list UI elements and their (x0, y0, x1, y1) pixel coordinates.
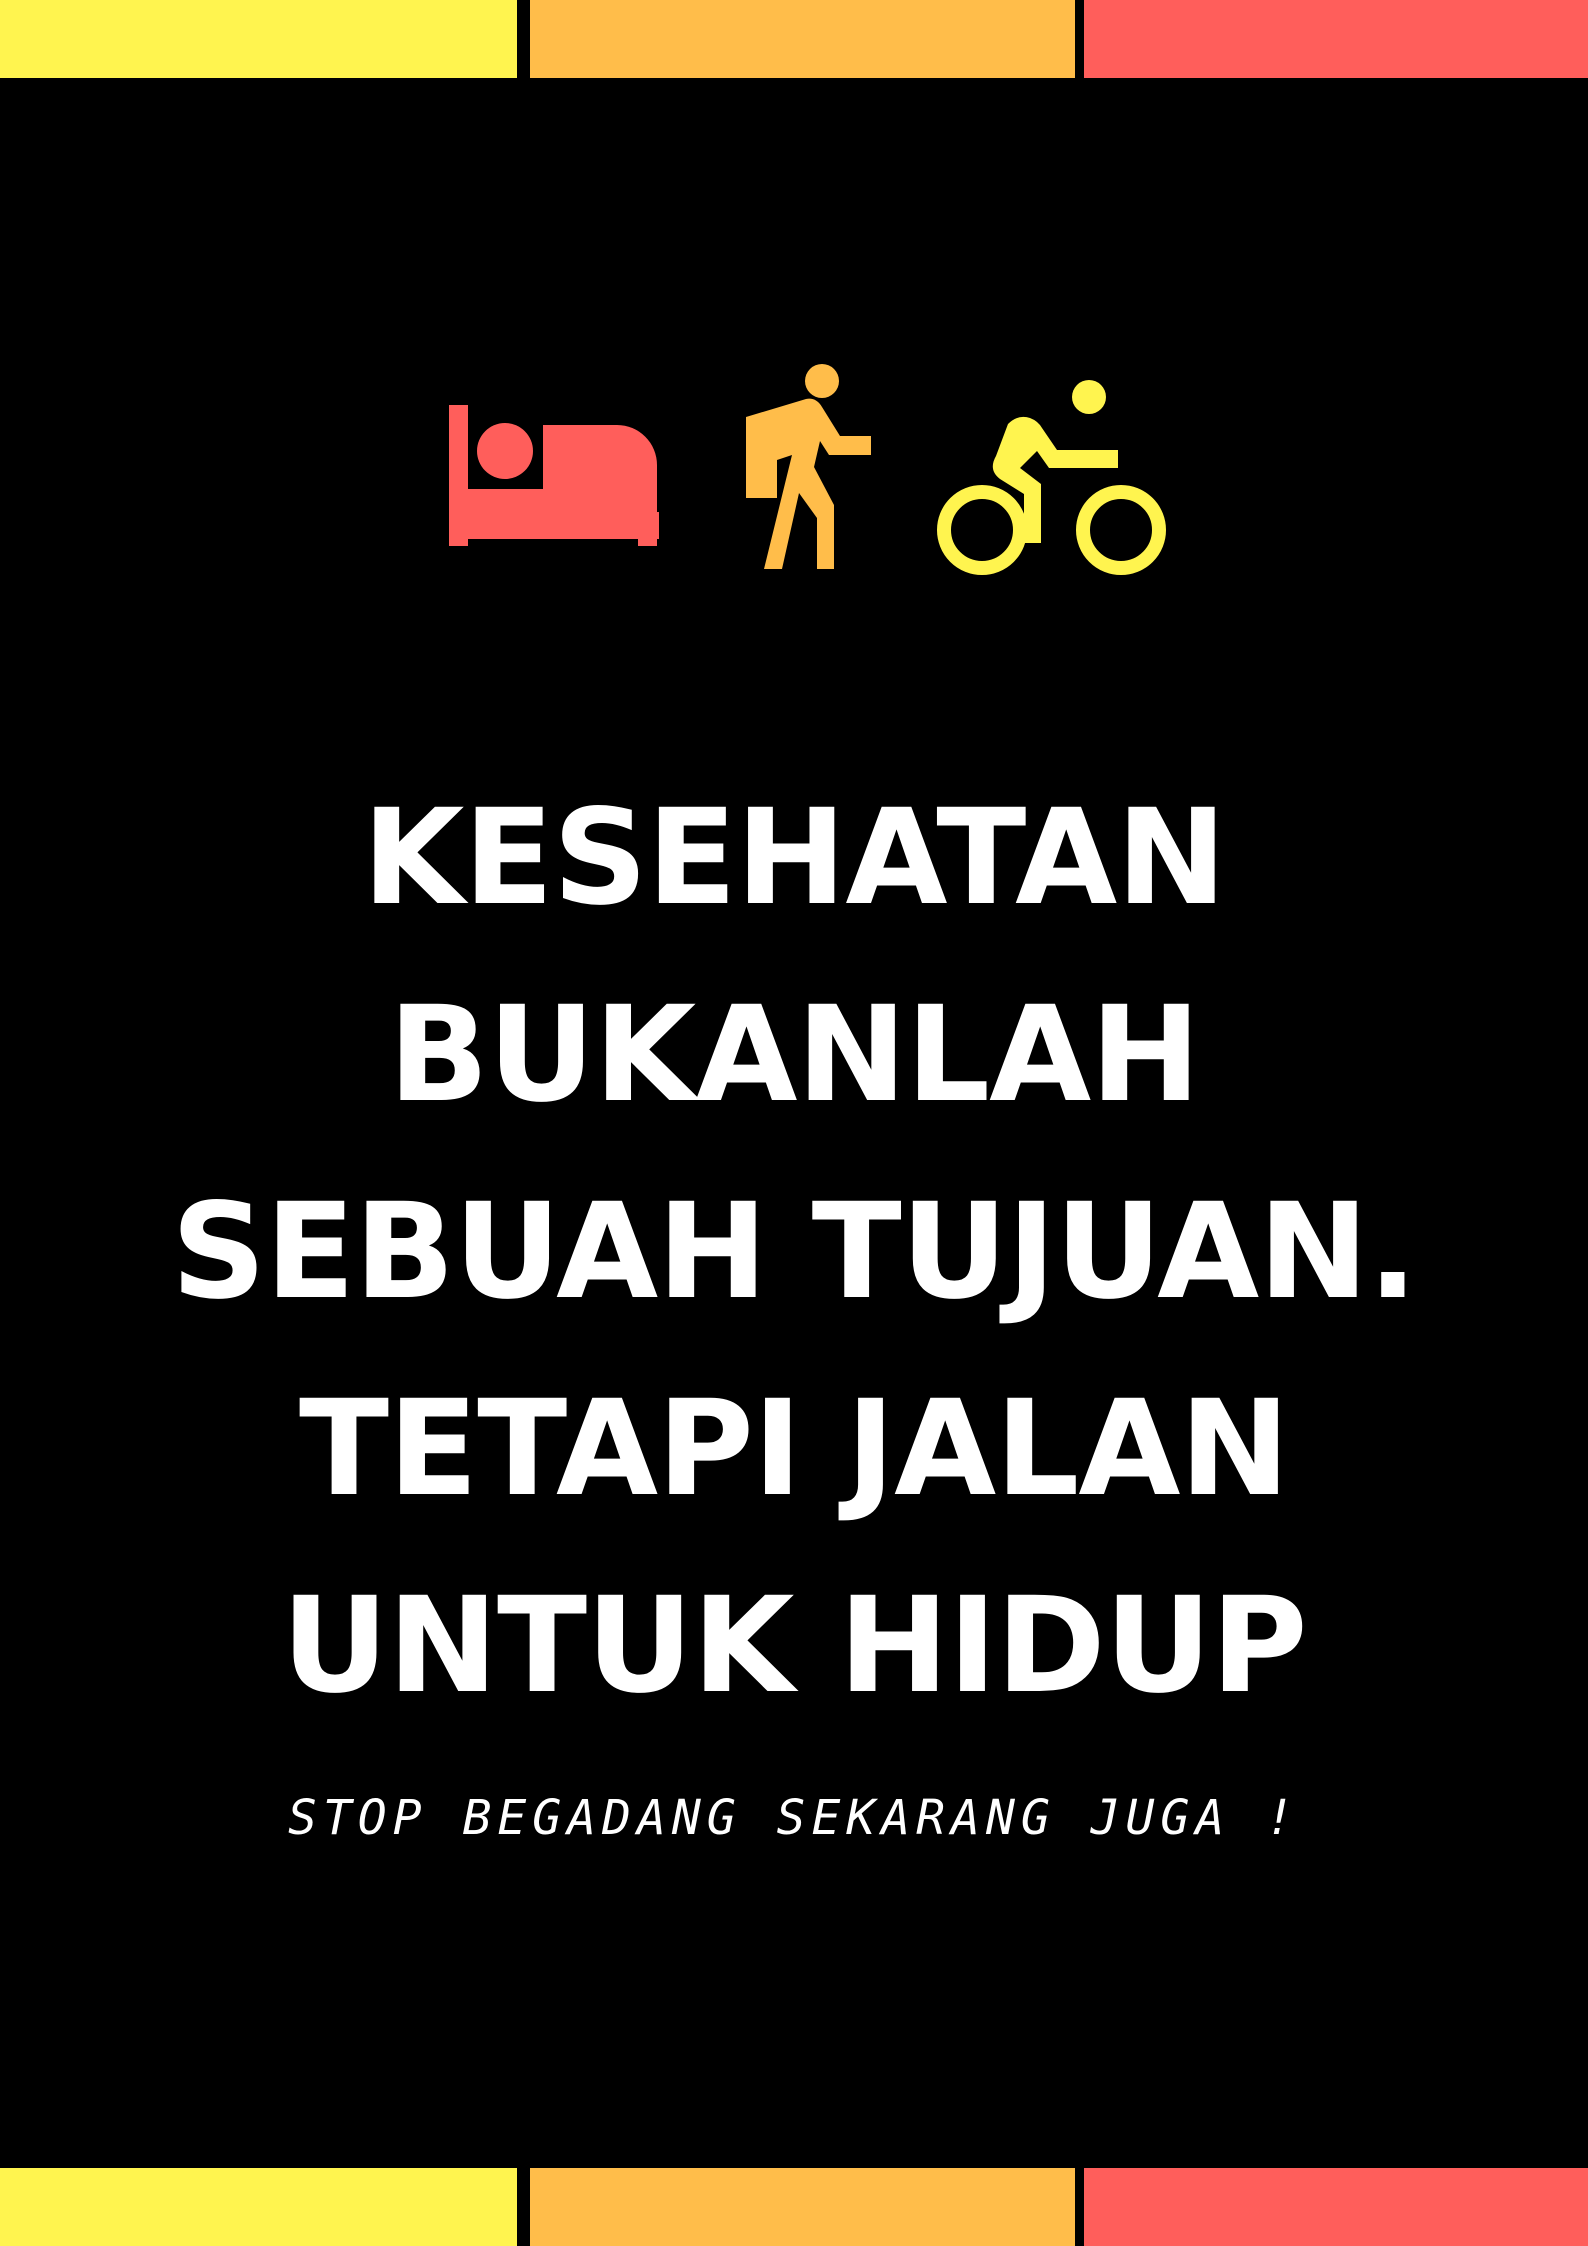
cyclist-icon (936, 370, 1168, 576)
headline-line: KESEHATAN (362, 781, 1226, 935)
bottom-stripe-red (1084, 2168, 1588, 2246)
headline-line: BUKANLAH (388, 978, 1200, 1132)
headline-line: UNTUK HIDUP (281, 1569, 1307, 1723)
top-stripe-orange (530, 0, 1075, 78)
bottom-stripe-orange (530, 2168, 1075, 2246)
activity-icons (0, 355, 1588, 575)
bottom-color-stripes (0, 2168, 1588, 2246)
bed-icon (449, 405, 659, 555)
bottom-stripe-yellow (0, 2168, 517, 2246)
tagline: STOP BEGADANG SEKARANG JUGA ! (287, 1790, 1301, 1846)
top-stripe-red (1084, 0, 1588, 78)
headline-line: TETAPI JALAN (299, 1372, 1289, 1526)
top-color-stripes (0, 0, 1588, 78)
walking-person-icon (744, 355, 874, 575)
headline-line: SEBUAH TUJUAN. (171, 1175, 1417, 1329)
headline (0, 760, 1588, 1745)
top-stripe-yellow (0, 0, 517, 78)
